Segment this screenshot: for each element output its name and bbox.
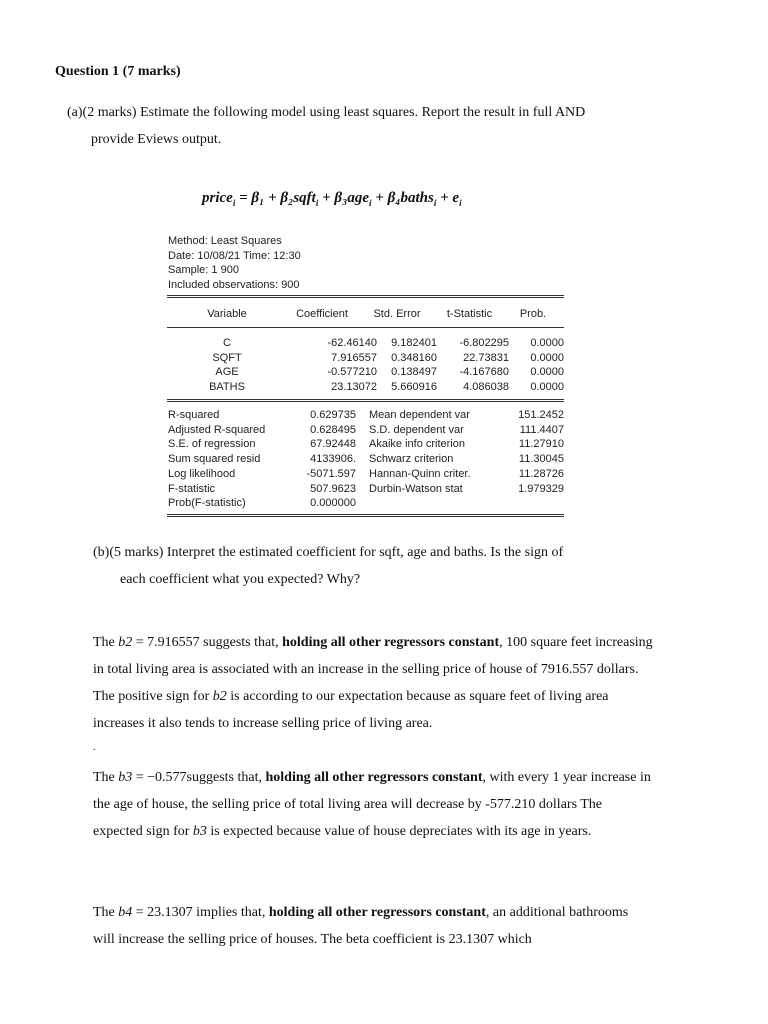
stat-value: 0.000000 [310,497,356,510]
statistics-table [168,408,564,511]
table-row [167,380,564,395]
t-stat-cell: 22.73831 [463,351,509,364]
answer-b3-paragraph: The b3 = −0.577suggests that, holding all other regressors constant, with every 1 year increase in the age of house, the selling price of total living area will decrease by -577.210 dollars The expected sign for b3 is expected because value of house depreciates with its age in years. [93,770,651,839]
stat-value: 1.979329 [518,482,564,495]
stat-label: R-squared [168,409,220,421]
eviews-date: Date: 10/08/21 Time: 12:30 [168,249,301,262]
std-error-cell: 9.182401 [391,337,437,349]
stat-value: 507.9623 [310,482,356,495]
stat-label: Akaike info criterion [369,438,465,451]
stat-label: Hannan-Quinn criter. [369,467,471,480]
table-top-rule-2 [167,297,564,298]
stat-label: Adjusted R-squared [168,423,266,436]
stat-value: 0.629735 [310,409,356,421]
table-row [168,467,564,482]
stat-label: Durbin-Watson stat [369,482,463,495]
stat-value: 0.628495 [310,423,356,436]
variable-cell: BATHS [209,381,245,394]
stat-value: 111.4407 [519,423,564,436]
stat-label: S.E. of regression [168,438,256,451]
header-t-statistic: t-Statistic [446,308,493,320]
table-row [168,452,564,467]
answer-b2-paragraph: The b2 = 7.916557 suggests that, holding all other regressors constant, 100 square feet increasing in total living area is associated with an increase in the selling price of house of 7916.557 dollars. The positive sign for b2 is according to our expectation because as square feet of living area increases it also tends to increase selling price of living area. [93,635,653,731]
stat-label: Mean dependent var [369,409,470,421]
eviews-header-row [167,307,564,322]
table-row [168,482,564,497]
prob-cell: 0.0000 [530,351,564,364]
std-error-cell: 0.138497 [391,366,437,379]
stat-value: 151.2452 [518,409,564,421]
stat-value: 67.92448 [310,438,356,451]
table-row [168,496,564,511]
prob-cell: 0.0000 [530,337,564,349]
table-top-rule-1 [167,295,564,296]
stat-value: 4133906. [310,453,356,466]
stat-value: 11.28726 [518,467,564,480]
stat-label: F-statistic [168,482,216,495]
std-error-cell: 0.348160 [391,351,437,364]
coefficient-cell: -0.577210 [327,366,377,379]
std-error-cell: 5.660916 [391,381,437,394]
stat-value: -5071.597 [306,467,356,480]
eviews-sample: Sample: 1 900 [168,264,239,277]
part-a-line-2: provide Eviews output. [91,132,222,147]
stat-label: Sum squared resid [168,453,261,466]
t-stat-cell: -4.167680 [459,366,509,379]
header-prob: Prob. [519,308,547,320]
stat-value [509,496,564,511]
variable-cell: SQFT [212,351,242,364]
table-mid-rule-2 [167,401,564,402]
stat-label: S.D. dependent var [369,423,464,436]
coefficient-cell: 7.916557 [331,351,377,364]
variable-cell: AGE [215,366,239,379]
header-coefficient: Coefficient [296,308,348,320]
eviews-meta [168,234,301,292]
t-stat-cell: -6.802295 [459,337,509,349]
part-b-line-1: (b)(5 marks) Interpret the estimated coefficient for sqft, age and baths. Is the sign of [93,545,564,560]
table-row [167,351,564,366]
stat-label: Log likelihood [168,467,236,480]
table-header-rule [167,327,564,328]
table-bottom-rule-1 [167,514,564,515]
variable-cell: C [223,337,231,349]
stat-label: Prob(F-statistic) [168,497,246,510]
eviews-method: Method: Least Squares [168,235,282,247]
part-a-line-1: (a)(2 marks) Estimate the following model using least squares. Report the result in full AND [67,105,586,120]
header-std-error: Std. Error [373,308,421,320]
header-variable: Variable [207,308,247,320]
question-title: Question 1 (7 marks) [55,64,181,79]
stray-dot: . [93,742,96,753]
regression-equation: price$_i$ = β₁ + β₂sqft$_i$ + β₃age$_i$ + β₄baths$_i$ + $e_i$ [202,190,462,208]
stat-value: 11.27910 [518,438,564,451]
table-row [167,365,564,380]
table-bottom-rule-2 [167,516,564,517]
coefficient-cell: -62.46140 [327,337,377,349]
table-row [167,336,564,351]
prob-cell: 0.0000 [530,381,564,394]
eviews-observations: Included observations: 900 [168,278,300,291]
stat-value: 11.30045 [518,453,564,466]
table-mid-rule-1 [167,399,564,400]
eviews-header-table [167,307,564,322]
coefficient-cell: 23.13072 [331,381,377,394]
table-row [168,437,564,452]
coefficient-table [167,336,564,395]
stat-label [356,496,509,511]
table-row [168,423,564,438]
table-row [168,408,564,423]
prob-cell: 0.0000 [530,366,564,379]
t-stat-cell: 4.086038 [463,381,509,394]
part-b-line-2: each coefficient what you expected? Why? [120,572,361,587]
stat-label: Schwarz criterion [369,453,454,466]
answer-b4-paragraph: The b4 = 23.1307 implies that, holding all other regressors constant, an additional bathrooms will increase the selling price of houses. The beta coefficient is 23.1307 which [93,905,629,947]
